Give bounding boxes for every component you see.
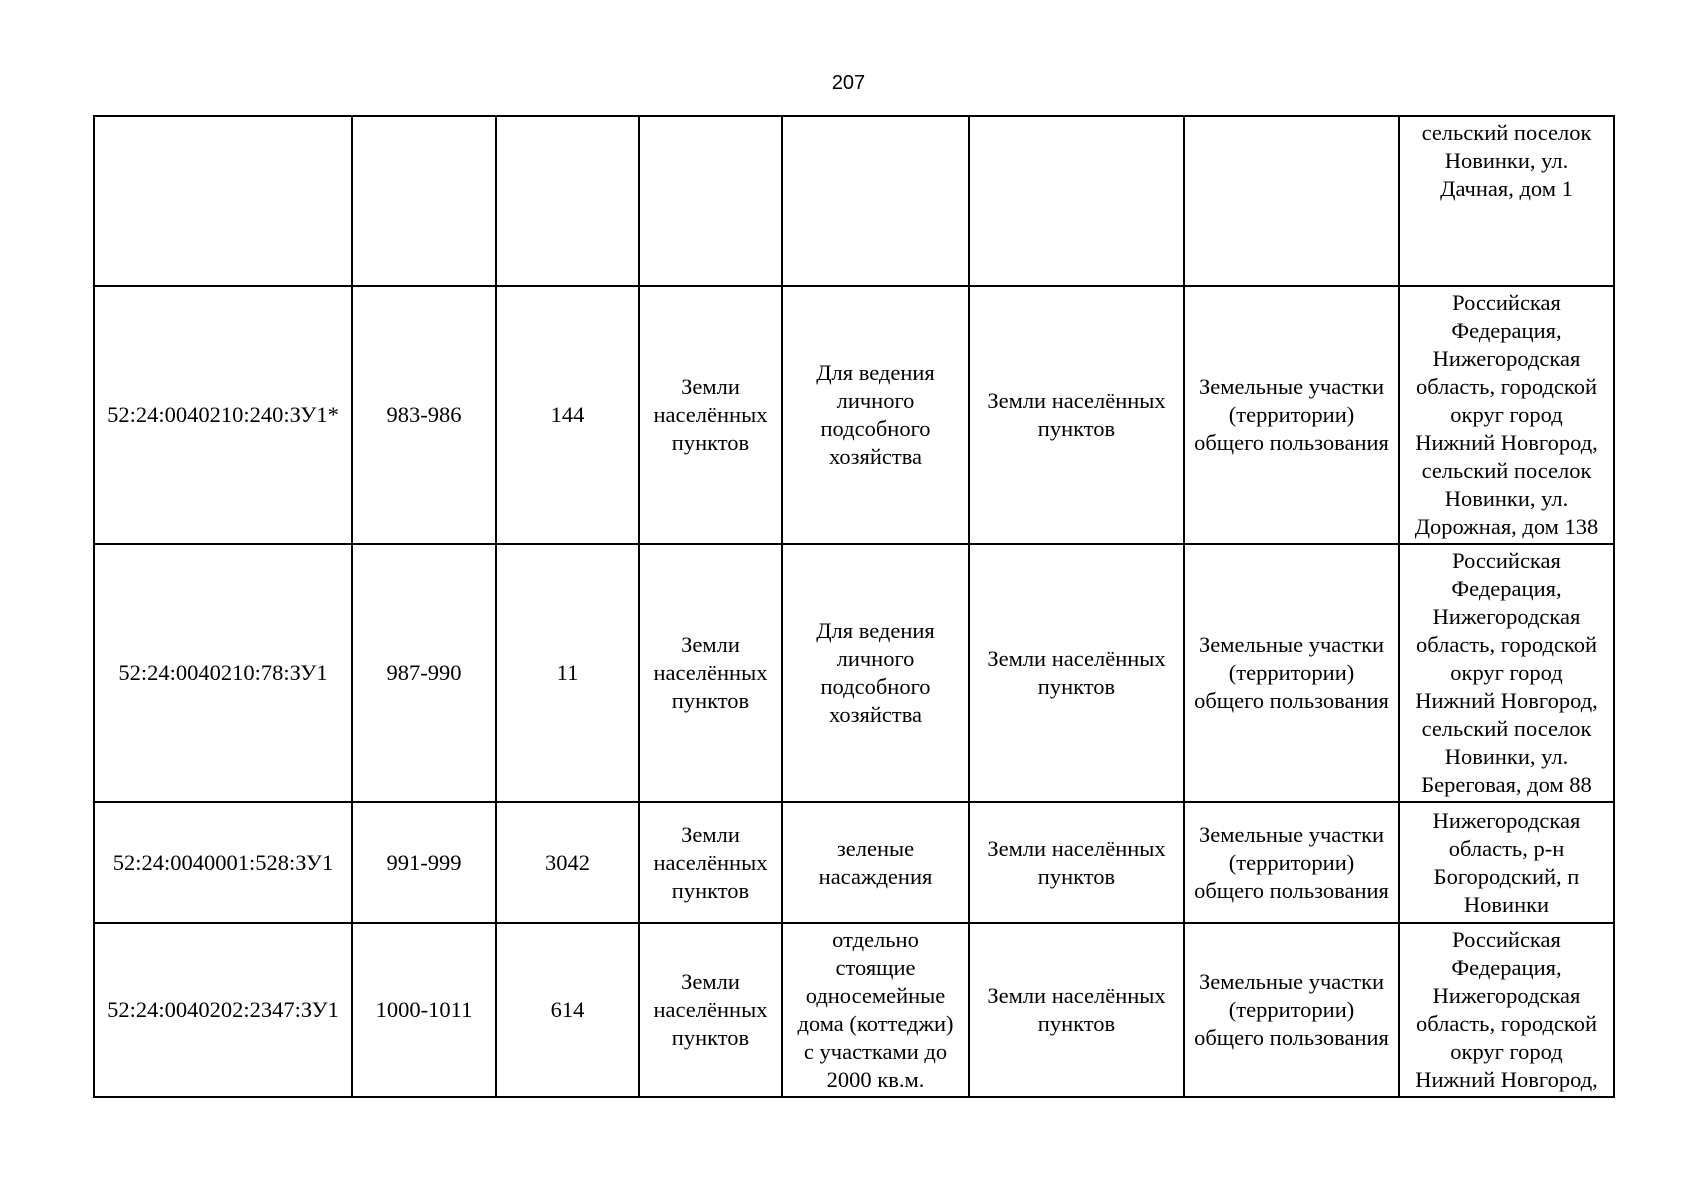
cadastral-number-cell [94, 116, 352, 286]
new-permitted-use-cell: Земельные участки (территории) общего пользования [1184, 923, 1399, 1097]
permitted-use-cell: Для ведения личного подсобного хозяйства [782, 544, 969, 802]
cadastral-number-cell: 52:24:0040210:240:ЗУ1* [94, 286, 352, 544]
new-permitted-use-cell: Земельные участки (территории) общего пользования [1184, 544, 1399, 802]
address-cell: Российская Федерация, Нижегородская область, городской округ город Нижний Новгород, сельский поселок Новинки, ул. Береговая, дом 88 [1399, 544, 1614, 802]
permitted-use-cell: отдельно стоящие односемейные дома (коттеджи) с участками до 2000 кв.м. [782, 923, 969, 1097]
area-cell: 3042 [496, 802, 639, 923]
land-category-cell: Земли населённых пунктов [639, 802, 782, 923]
new-land-category-cell: Земли населённых пунктов [969, 286, 1184, 544]
address-cell: Нижегородская область, р-н Богородский, п Новинки [1399, 802, 1614, 923]
area-cell: 11 [496, 544, 639, 802]
table-row [94, 544, 1614, 802]
boundary-points-cell: 1000-1011 [352, 923, 496, 1097]
address-cell: Российская Федерация, Нижегородская область, городской округ город Нижний Новгород, [1399, 923, 1614, 1097]
land-plots-table [93, 115, 1615, 1098]
boundary-points-cell: 991-999 [352, 802, 496, 923]
boundary-points-cell [352, 116, 496, 286]
new-permitted-use-cell [1184, 116, 1399, 286]
cadastral-number-cell: 52:24:0040210:78:ЗУ1 [94, 544, 352, 802]
new-land-category-cell: Земли населённых пунктов [969, 802, 1184, 923]
boundary-points-cell: 987-990 [352, 544, 496, 802]
land-category-cell [639, 116, 782, 286]
cadastral-number-cell: 52:24:0040202:2347:ЗУ1 [94, 923, 352, 1097]
area-cell [496, 116, 639, 286]
permitted-use-cell: зеленые насаждения [782, 802, 969, 923]
permitted-use-cell [782, 116, 969, 286]
boundary-points-cell: 983-986 [352, 286, 496, 544]
land-category-cell: Земли населённых пунктов [639, 923, 782, 1097]
new-land-category-cell: Земли населённых пунктов [969, 544, 1184, 802]
new-permitted-use-cell: Земельные участки (территории) общего пользования [1184, 286, 1399, 544]
permitted-use-cell: Для ведения личного подсобного хозяйства [782, 286, 969, 544]
address-cell: Российская Федерация, Нижегородская область, городской округ город Нижний Новгород, сельский поселок Новинки, ул. Дорожная, дом 138 [1399, 286, 1614, 544]
new-permitted-use-cell: Земельные участки (территории) общего пользования [1184, 802, 1399, 923]
area-cell: 144 [496, 286, 639, 544]
page-number: 207 [831, 72, 866, 94]
address-cell: сельский поселок Новинки, ул. Дачная, дом 1 [1399, 116, 1614, 286]
land-category-cell: Земли населённых пунктов [639, 544, 782, 802]
table-row [94, 802, 1614, 923]
new-land-category-cell: Земли населённых пунктов [969, 923, 1184, 1097]
table-row [94, 116, 1614, 286]
area-cell: 614 [496, 923, 639, 1097]
new-land-category-cell [969, 116, 1184, 286]
table-row [94, 923, 1614, 1097]
table-row [94, 286, 1614, 544]
cadastral-number-cell: 52:24:0040001:528:ЗУ1 [94, 802, 352, 923]
land-category-cell: Земли населённых пунктов [639, 286, 782, 544]
